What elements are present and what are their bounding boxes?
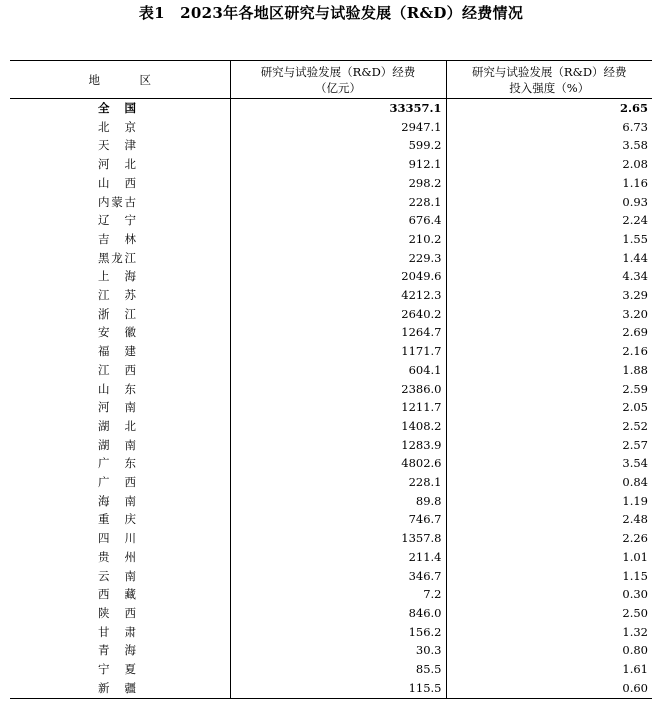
expenditure-cell: 346.7: [230, 567, 446, 586]
table-row: [10, 585, 652, 604]
intensity-cell: 2.48: [446, 510, 652, 529]
table-row: [10, 548, 652, 567]
intensity-cell: 1.19: [446, 492, 652, 511]
table-row: [10, 679, 652, 698]
region-cell: [10, 398, 230, 417]
intensity-cell: 1.15: [446, 567, 652, 586]
region-cell: [10, 118, 230, 137]
table-row: [10, 510, 652, 529]
region-name: 重庆: [98, 512, 136, 527]
intensity-cell: 2.69: [446, 323, 652, 342]
table-row: [10, 398, 652, 417]
expenditure-cell: 676.4: [230, 211, 446, 230]
region-cell: [10, 230, 230, 249]
table-row: [10, 454, 652, 473]
intensity-cell: 2.24: [446, 211, 652, 230]
region-cell: [10, 342, 230, 361]
table-row: [10, 118, 652, 137]
intensity-cell: 3.54: [446, 454, 652, 473]
region-name: 福建: [98, 344, 136, 359]
region-name: 辽宁: [98, 213, 136, 228]
region-name: 湖南: [98, 437, 136, 452]
table-row: [10, 249, 652, 268]
region-name: 北京: [98, 119, 136, 134]
region-cell: [10, 567, 230, 586]
intensity-cell: 2.26: [446, 529, 652, 548]
expenditure-cell: 156.2: [230, 623, 446, 642]
expenditure-cell: 30.3: [230, 641, 446, 660]
column-header-expenditure-line2: （亿元）: [315, 80, 361, 95]
table-row: [10, 604, 652, 623]
region-cell: [10, 417, 230, 436]
region-name: 河南: [98, 400, 136, 415]
intensity-cell: 2.57: [446, 436, 652, 455]
intensity-cell: 3.20: [446, 305, 652, 324]
header-row: [10, 61, 652, 99]
region-name: 江苏: [98, 288, 136, 303]
table-row: [10, 660, 652, 679]
region-cell: [10, 305, 230, 324]
region-cell: [10, 361, 230, 380]
expenditure-cell: 1283.9: [230, 436, 446, 455]
intensity-cell: 6.73: [446, 118, 652, 137]
expenditure-cell: 1211.7: [230, 398, 446, 417]
intensity-cell: 0.80: [446, 641, 652, 660]
region-cell: [10, 641, 230, 660]
region-name: 青海: [98, 643, 136, 658]
intensity-cell: 1.88: [446, 361, 652, 380]
intensity-cell: 2.05: [446, 398, 652, 417]
intensity-cell: 4.34: [446, 267, 652, 286]
table-row: [10, 342, 652, 361]
column-header-intensity-line2: 投入强度（%）: [509, 80, 590, 95]
intensity-cell: 2.50: [446, 604, 652, 623]
region-name: 河北: [98, 157, 136, 172]
region-name: 内蒙古: [98, 194, 136, 209]
region-cell: [10, 510, 230, 529]
region-name: 宁夏: [98, 662, 136, 677]
intensity-cell: 1.61: [446, 660, 652, 679]
table-row: [10, 623, 652, 642]
expenditure-cell: 210.2: [230, 230, 446, 249]
region-name: 吉林: [98, 231, 136, 246]
expenditure-cell: 912.1: [230, 155, 446, 174]
intensity-cell: 3.58: [446, 136, 652, 155]
region-cell: [10, 473, 230, 492]
intensity-cell: 2.08: [446, 155, 652, 174]
expenditure-cell: 228.1: [230, 473, 446, 492]
region-cell: [10, 380, 230, 399]
region-name: 安徽: [98, 325, 136, 340]
region-cell: [10, 604, 230, 623]
expenditure-cell: 7.2: [230, 585, 446, 604]
table-row: [10, 286, 652, 305]
expenditure-cell: 33357.1: [230, 99, 446, 118]
expenditure-cell: 599.2: [230, 136, 446, 155]
region-name: 陕西: [98, 605, 136, 620]
table-row: [10, 492, 652, 511]
table-row: [10, 323, 652, 342]
expenditure-cell: 228.1: [230, 193, 446, 212]
expenditure-cell: 298.2: [230, 174, 446, 193]
column-header-intensity-line1: 研究与试验发展（R&D）经费: [471, 64, 627, 79]
region-cell: [10, 585, 230, 604]
region-cell: [10, 174, 230, 193]
intensity-cell: 0.84: [446, 473, 652, 492]
intensity-cell: 0.93: [446, 193, 652, 212]
region-name: 贵州: [98, 549, 136, 564]
table-row: [10, 136, 652, 155]
table-row: [10, 567, 652, 586]
expenditure-cell: 2640.2: [230, 305, 446, 324]
region-name: 上海: [98, 269, 136, 284]
table-row: [10, 174, 652, 193]
column-header-expenditure: [230, 61, 446, 99]
table-row: [10, 436, 652, 455]
region-name: 黑龙江: [98, 250, 136, 265]
region-cell: [10, 249, 230, 268]
expenditure-cell: 1357.8: [230, 529, 446, 548]
intensity-cell: 1.16: [446, 174, 652, 193]
table-title: 表1 2023年各地区研究与试验发展（R&D）经费情况: [138, 4, 524, 22]
region-name: 甘肃: [98, 624, 136, 639]
region-name: 山东: [98, 381, 136, 396]
region-cell: [10, 492, 230, 511]
region-name: 湖北: [98, 418, 136, 433]
expenditure-cell: 2386.0: [230, 380, 446, 399]
region-name: 云南: [98, 568, 136, 583]
region-cell: [10, 211, 230, 230]
intensity-cell: 2.52: [446, 417, 652, 436]
intensity-cell: 1.44: [446, 249, 652, 268]
intensity-cell: 2.59: [446, 380, 652, 399]
intensity-cell: 0.30: [446, 585, 652, 604]
region-cell: [10, 136, 230, 155]
intensity-cell: 1.01: [446, 548, 652, 567]
region-cell: [10, 193, 230, 212]
expenditure-cell: 4212.3: [230, 286, 446, 305]
expenditure-cell: 846.0: [230, 604, 446, 623]
region-name: 西藏: [98, 587, 136, 602]
region-name: 江西: [98, 362, 136, 377]
expenditure-cell: 1408.2: [230, 417, 446, 436]
region-name: 天津: [98, 138, 136, 153]
expenditure-cell: 2049.6: [230, 267, 446, 286]
table-row: [10, 473, 652, 492]
intensity-cell: 1.32: [446, 623, 652, 642]
rd-expenditure-table: [10, 60, 652, 699]
region-name: 四川: [98, 531, 136, 546]
expenditure-cell: 89.8: [230, 492, 446, 511]
region-name: 全国: [98, 101, 136, 115]
region-cell: [10, 660, 230, 679]
region-cell: [10, 323, 230, 342]
region-cell: [10, 529, 230, 548]
expenditure-cell: 1264.7: [230, 323, 446, 342]
region-cell: [10, 155, 230, 174]
column-header-region: 地 区: [10, 61, 230, 99]
region-name: 浙江: [98, 306, 136, 321]
expenditure-cell: 211.4: [230, 548, 446, 567]
table-row: [10, 380, 652, 399]
expenditure-cell: 2947.1: [230, 118, 446, 137]
intensity-cell: 1.55: [446, 230, 652, 249]
intensity-cell: 0.60: [446, 679, 652, 698]
intensity-cell: 2.65: [446, 99, 652, 118]
expenditure-cell: 115.5: [230, 679, 446, 698]
column-header-intensity: [446, 61, 652, 99]
table-row: [10, 155, 652, 174]
table-header: [10, 61, 652, 99]
expenditure-cell: 229.3: [230, 249, 446, 268]
table-row: [10, 305, 652, 324]
region-cell: [10, 267, 230, 286]
region-cell: [10, 548, 230, 567]
table-row: [10, 193, 652, 212]
region-cell: [10, 454, 230, 473]
region-cell: [10, 679, 230, 698]
table-row: [10, 641, 652, 660]
table-row: [10, 529, 652, 548]
region-cell: [10, 99, 230, 118]
region-name: 广东: [98, 456, 136, 471]
region-name: 广西: [98, 475, 136, 490]
table-row: [10, 361, 652, 380]
region-name: 新疆: [98, 680, 136, 695]
expenditure-cell: 1171.7: [230, 342, 446, 361]
table-row-national: [10, 99, 652, 118]
region-cell: [10, 623, 230, 642]
region-cell: [10, 286, 230, 305]
intensity-cell: 3.29: [446, 286, 652, 305]
expenditure-cell: 4802.6: [230, 454, 446, 473]
table-row: [10, 211, 652, 230]
table-row: [10, 267, 652, 286]
expenditure-cell: 604.1: [230, 361, 446, 380]
region-cell: [10, 436, 230, 455]
table-row: [10, 417, 652, 436]
intensity-cell: 2.16: [446, 342, 652, 361]
region-name: 山西: [98, 175, 136, 190]
region-name: 海南: [98, 493, 136, 508]
column-header-expenditure-line1: 研究与试验发展（R&D）经费: [260, 64, 416, 79]
table-body: [10, 99, 652, 699]
table-row: [10, 230, 652, 249]
expenditure-cell: 85.5: [230, 660, 446, 679]
expenditure-cell: 746.7: [230, 510, 446, 529]
